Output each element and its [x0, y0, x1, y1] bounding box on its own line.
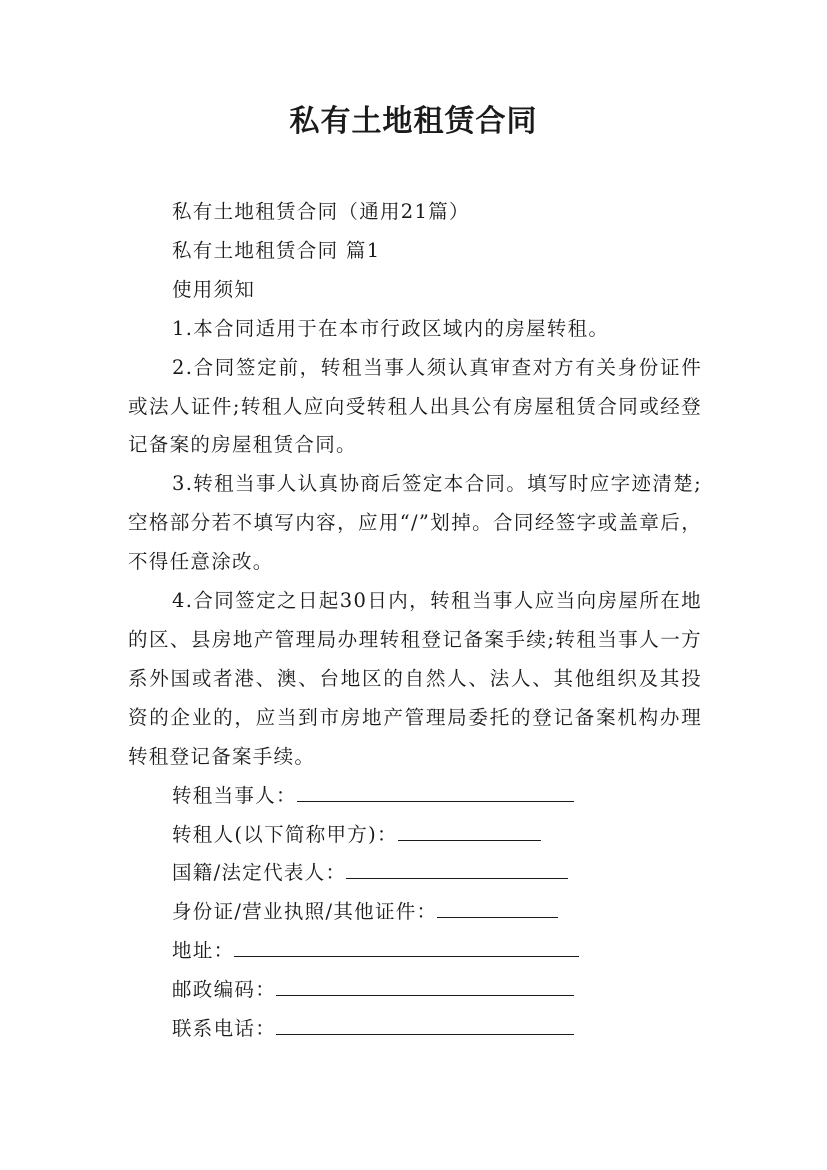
- field-label: 国籍/法定代表人：: [172, 861, 347, 885]
- field-label: 身份证/营业执照/其他证件：: [172, 900, 438, 924]
- field-blank[interactable]: [276, 1033, 574, 1035]
- field-blank[interactable]: [234, 955, 579, 957]
- paragraph: 2.合同签定前，转租当事人须认真审查对方有关身份证件或法人证件;转租人应向受转租人出具公有房屋租赁合同或经登记备案的房屋租赁合同。: [128, 355, 702, 457]
- paragraph: 3.转租当事人认真协商后签定本合同。填写时应字迹清楚;空格部分若不填写内容，应用“/”划掉。合同经签字或盖章后，不得任意涂改。: [128, 472, 702, 574]
- document-body: [128, 193, 702, 1049]
- form-field-address: [128, 932, 702, 971]
- field-blank[interactable]: [346, 877, 568, 879]
- field-blank[interactable]: [276, 994, 574, 996]
- field-blank[interactable]: [437, 916, 558, 918]
- field-label: 地址：: [172, 939, 235, 963]
- field-blank[interactable]: [398, 839, 541, 841]
- paragraph: 4.合同签定之日起30日内，转租当事人应当向房屋所在地的区、县房地产管理局办理转租登记备案手续;转租当事人一方系外国或者港、澳、台地区的自然人、法人、其他组织及其投资的企业的，应当到市房地产管理局委托的登记备案机构办理转租登记备案手续。: [128, 589, 702, 768]
- field-blank[interactable]: [297, 800, 574, 802]
- field-label: 转租当事人：: [172, 783, 297, 807]
- document-subtitle: 私有土地租赁合同（通用21篇）: [172, 200, 470, 223]
- section-heading: 私有土地租赁合同 篇1: [172, 238, 381, 262]
- form-field-nationality: [128, 854, 702, 893]
- field-label: 邮政编码：: [172, 978, 277, 1002]
- field-label: 联系电话：: [172, 1017, 277, 1041]
- form-field-postal-code: [128, 971, 702, 1010]
- form-field-sublessor: [128, 816, 702, 855]
- field-label: 转租人(以下简称甲方)：: [172, 822, 398, 846]
- form-field-sublessor-party: [128, 777, 702, 816]
- form-field-id-document: [128, 893, 702, 932]
- form-field-phone: [128, 1010, 702, 1049]
- notice-heading: 使用须知: [172, 277, 256, 301]
- document-title: 私有土地租赁合同: [289, 104, 538, 139]
- paragraph: 1.本合同适用于在本市行政区域内的房屋转租。: [172, 316, 610, 340]
